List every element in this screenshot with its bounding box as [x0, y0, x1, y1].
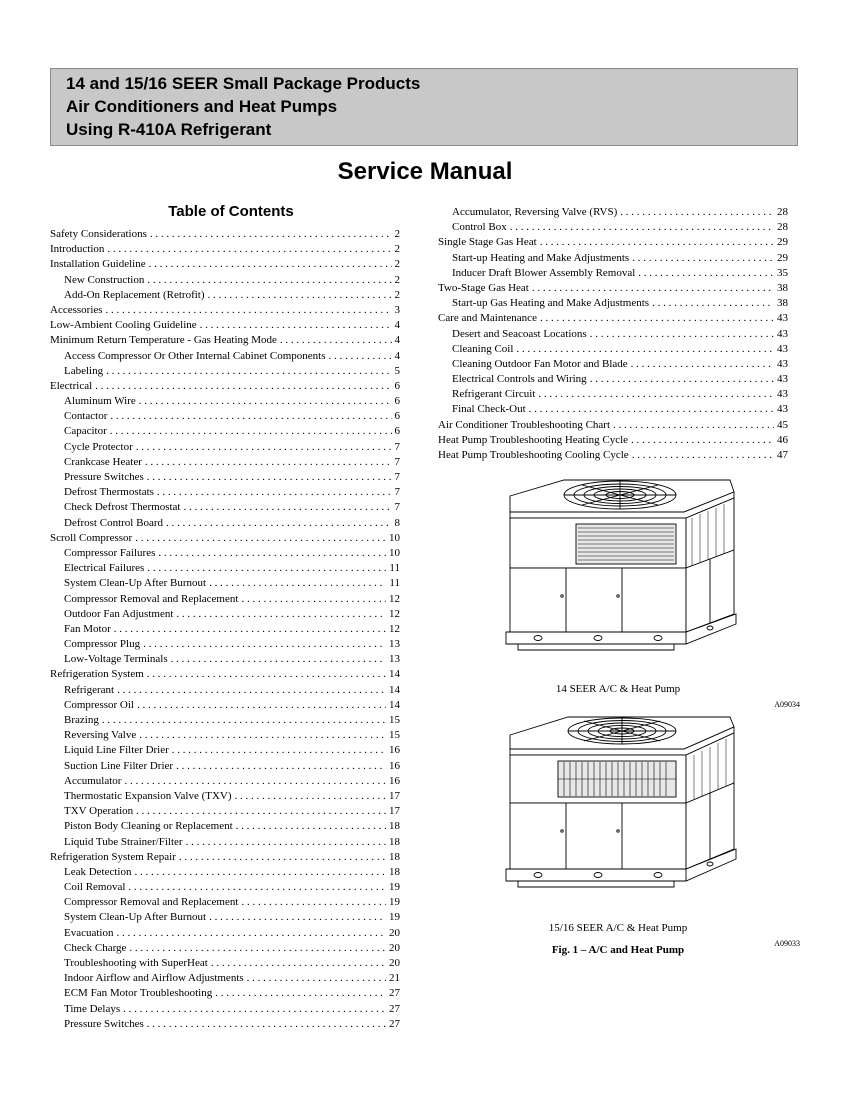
toc-dot-leader — [215, 986, 386, 1001]
toc-entry-title: Refrigerant Circuit — [452, 388, 536, 401]
toc-dot-leader — [631, 357, 774, 372]
toc-dot-leader — [95, 379, 391, 394]
toc-entry-title: Check Defrost Thermostat — [64, 501, 181, 514]
toc-dot-leader — [114, 622, 386, 637]
toc-entry[interactable] — [50, 986, 400, 1001]
toc-dot-leader — [247, 971, 386, 986]
toc-entry-page: 18 — [389, 835, 400, 848]
toc-entry[interactable] — [50, 865, 400, 880]
toc-dot-leader — [135, 865, 387, 880]
toc-entry-page: 7 — [394, 486, 400, 499]
toc-entry-title: System Clean-Up After Burnout — [64, 911, 207, 924]
toc-dot-leader — [179, 850, 386, 865]
toc-entry[interactable] — [438, 205, 788, 220]
toc-entry-title: Suction Line Filter Drier — [64, 759, 174, 772]
toc-entry[interactable] — [50, 835, 400, 850]
toc-entry-page: 6 — [394, 379, 400, 392]
toc-entry-title: Inducer Draft Blower Assembly Removal — [452, 266, 636, 279]
toc-dot-leader — [532, 281, 774, 296]
toc-entry[interactable] — [50, 683, 400, 698]
toc-entry-title: Capacitor — [64, 425, 107, 438]
document-title: Service Manual — [337, 158, 513, 185]
toc-entry[interactable] — [438, 387, 788, 402]
toc-entry-title: Outdoor Fan Adjustment — [64, 607, 174, 620]
unit-14-seer-illustration — [498, 478, 742, 678]
toc-dot-leader — [171, 652, 386, 667]
toc-dot-leader — [613, 418, 774, 433]
toc-entry[interactable] — [50, 379, 400, 394]
toc-entry-title: Electrical Failures — [64, 562, 145, 575]
toc-entry-page: 46 — [777, 433, 788, 446]
toc-dot-leader — [280, 333, 392, 348]
toc-entry[interactable] — [50, 759, 400, 774]
toc-dot-leader — [136, 804, 386, 819]
header-line-1: 14 and 15/16 SEER Small Package Products — [66, 74, 421, 93]
toc-entry-page: 28 — [777, 206, 788, 218]
toc-entry-page: 29 — [777, 251, 788, 264]
toc-entry-page: 4 — [394, 319, 400, 332]
toc-entry-title: Troubleshooting with SuperHeat — [64, 957, 208, 969]
toc-entry[interactable] — [50, 303, 400, 318]
toc-entry-title: Reversing Valve — [64, 729, 137, 742]
toc-dot-leader — [329, 349, 392, 364]
toc-entry-page: 10 — [389, 546, 400, 559]
toc-entry-title: Coil Removal — [64, 881, 126, 894]
toc-entry[interactable] — [50, 273, 400, 288]
toc-entry[interactable] — [50, 910, 400, 925]
toc-entry-page: 18 — [389, 865, 400, 878]
toc-entry[interactable] — [50, 318, 400, 333]
toc-dot-leader — [106, 364, 391, 379]
toc-entry[interactable] — [50, 819, 400, 834]
toc-entry-title: ECM Fan Motor Troubleshooting — [64, 987, 213, 1000]
toc-entry-title: Cleaning Outdoor Fan Motor and Blade — [452, 357, 628, 370]
toc-entry-title: Labeling — [64, 364, 104, 377]
toc-entry-page: 7 — [394, 440, 400, 453]
toc-entry-title: Accumulator, Reversing Valve (RVS) — [452, 206, 618, 218]
toc-entry-title: Accessories — [50, 303, 103, 316]
toc-entry[interactable] — [50, 1002, 400, 1017]
unit-14-seer-code: A09034 — [774, 700, 800, 709]
toc-dot-leader — [139, 728, 386, 743]
toc-dot-leader — [157, 485, 392, 500]
toc-entry-page: 18 — [389, 820, 400, 833]
toc-entry-title: Low-Ambient Cooling Guideline — [50, 319, 197, 332]
header-line-3: Using R-410A Refrigerant — [66, 120, 272, 139]
toc-entry-title: Compressor Removal and Replacement — [64, 592, 239, 605]
toc-entry-page: 43 — [777, 312, 788, 325]
toc-dot-leader — [128, 880, 386, 895]
toc-entry-title: Access Compressor Or Other Internal Cabinet Components — [64, 349, 326, 362]
toc-entry[interactable] — [50, 364, 400, 379]
toc-dot-leader — [631, 433, 774, 448]
toc-dot-leader — [147, 1017, 386, 1032]
toc-dot-leader — [516, 342, 774, 357]
toc-entry-title: Safety Considerations — [50, 228, 147, 240]
toc-entry[interactable] — [50, 394, 400, 409]
toc-entry-page: 5 — [394, 364, 400, 377]
toc-dot-leader — [129, 941, 386, 956]
toc-entry[interactable] — [50, 774, 400, 789]
toc-entry[interactable] — [438, 281, 788, 296]
toc-entry-title: Scroll Compressor — [50, 531, 133, 544]
toc-entry[interactable] — [50, 956, 400, 971]
toc-dot-leader — [147, 667, 386, 682]
toc-entry-title: Compressor Oil — [64, 698, 134, 711]
toc-entry-page: 7 — [394, 471, 400, 483]
toc-entry-title: TXV Operation — [64, 805, 134, 818]
toc-left-column — [50, 227, 400, 1032]
toc-dot-leader — [135, 531, 386, 546]
toc-dot-leader — [208, 288, 392, 303]
toc-entry[interactable] — [50, 926, 400, 941]
toc-entry-title: Installation Guideline — [50, 258, 146, 271]
toc-dot-leader — [211, 956, 386, 971]
toc-entry-page: 12 — [389, 622, 400, 635]
toc-entry-page: 16 — [389, 759, 400, 772]
toc-entry-page: 14 — [389, 683, 400, 696]
toc-dot-leader — [186, 835, 386, 850]
toc-entry-title: Cleaning Coil — [452, 342, 514, 355]
toc-entry-title: Electrical Controls and Wiring — [452, 373, 587, 386]
toc-entry[interactable] — [50, 850, 400, 865]
toc-dot-leader — [176, 759, 386, 774]
toc-entry-title: System Clean-Up After Burnout — [64, 577, 207, 590]
toc-dot-leader — [145, 455, 392, 470]
toc-entry[interactable] — [50, 880, 400, 895]
toc-entry[interactable] — [50, 470, 400, 485]
toc-entry-page: 27 — [389, 1002, 400, 1015]
toc-entry[interactable] — [50, 485, 400, 500]
toc-entry-title: Pressure Switches — [64, 1017, 144, 1030]
toc-entry-title: Indoor Airflow and Airflow Adjustments — [64, 972, 244, 985]
toc-entry-title: Crankcase Heater — [64, 455, 142, 468]
toc-dot-leader — [107, 242, 391, 257]
toc-entry-page: 28 — [777, 221, 788, 234]
toc-entry[interactable] — [50, 500, 400, 515]
toc-entry-page: 47 — [777, 449, 788, 461]
toc-dot-leader — [110, 409, 391, 424]
toc-entry[interactable] — [50, 531, 400, 546]
toc-dot-leader — [590, 372, 774, 387]
toc-entry-page: 15 — [389, 714, 400, 726]
toc-entry-page: 7 — [394, 455, 400, 468]
toc-entry[interactable] — [438, 342, 788, 357]
toc-dot-leader — [184, 500, 392, 515]
toc-entry-title: Electrical — [50, 379, 93, 392]
toc-entry-title: Contactor — [64, 410, 108, 423]
toc-entry-page: 20 — [389, 957, 400, 969]
toc-entry-page: 14 — [389, 668, 400, 681]
toc-dot-leader — [137, 698, 386, 713]
toc-entry[interactable] — [50, 576, 400, 591]
toc-dot-leader — [158, 546, 386, 561]
toc-entry[interactable] — [50, 607, 400, 622]
toc-entry-title: Add-On Replacement (Retrofit) — [64, 288, 205, 301]
toc-dot-leader — [117, 683, 386, 698]
toc-entry-page: 17 — [389, 805, 400, 818]
toc-entry-page: 2 — [394, 288, 400, 301]
toc-entry-page: 29 — [777, 236, 788, 249]
toc-entry-page: 18 — [389, 850, 400, 863]
toc-dot-leader — [143, 637, 386, 652]
toc-entry-page: 27 — [389, 987, 400, 1000]
toc-entry-title: Final Check-Out — [452, 403, 526, 416]
toc-dot-leader — [540, 235, 774, 250]
toc-dot-leader — [139, 394, 392, 409]
toc-entry[interactable] — [438, 327, 788, 342]
toc-dot-leader — [209, 576, 386, 591]
toc-entry[interactable] — [50, 561, 400, 576]
toc-entry[interactable] — [50, 288, 400, 303]
toc-entry-page: 35 — [777, 266, 788, 279]
toc-entry[interactable] — [50, 333, 400, 348]
toc-entry-page: 43 — [777, 388, 788, 401]
toc-dot-leader — [540, 311, 774, 326]
toc-entry[interactable] — [50, 1017, 400, 1032]
toc-dot-leader — [209, 910, 386, 925]
toc-entry-title: Air Conditioner Troubleshooting Chart — [438, 418, 611, 431]
toc-entry-page: 27 — [389, 1017, 400, 1030]
toc-entry-page: 2 — [394, 243, 400, 256]
toc-entry-title: Piston Body Cleaning or Replacement — [64, 820, 233, 833]
toc-entry[interactable] — [50, 257, 400, 272]
toc-entry[interactable] — [438, 448, 788, 463]
toc-entry-page: 3 — [394, 303, 400, 316]
toc-dot-leader — [124, 774, 386, 789]
toc-entry[interactable] — [50, 743, 400, 758]
toc-entry-page: 6 — [394, 410, 400, 423]
toc-dot-leader — [236, 819, 386, 834]
toc-entry-title: Pressure Switches — [64, 471, 144, 483]
toc-entry-title: Defrost Thermostats — [64, 486, 154, 499]
toc-entry-title: Brazing — [64, 714, 99, 726]
toc-dot-leader — [632, 251, 774, 266]
unit-15-16-seer-caption: 15/16 SEER A/C & Heat Pump — [548, 922, 688, 934]
toc-entry-page: 43 — [777, 373, 788, 386]
toc-dot-leader — [632, 448, 774, 463]
toc-dot-leader — [136, 440, 392, 455]
toc-entry[interactable] — [438, 220, 788, 235]
toc-dot-leader — [149, 257, 392, 272]
toc-dot-leader — [150, 227, 392, 242]
toc-entry-title: Two-Stage Gas Heat — [438, 281, 529, 294]
toc-entry[interactable] — [50, 455, 400, 470]
toc-entry[interactable] — [50, 728, 400, 743]
toc-entry-page: 16 — [389, 744, 400, 757]
toc-dot-leader — [620, 205, 774, 220]
toc-entry-title: Start-up Heating and Make Adjustments — [452, 251, 630, 264]
toc-entry-page: 13 — [389, 653, 400, 666]
toc-dot-leader — [241, 895, 386, 910]
header-banner — [50, 68, 798, 146]
toc-dot-leader — [652, 296, 774, 311]
toc-entry-page: 43 — [777, 403, 788, 416]
toc-entry-title: Refrigeration System — [50, 668, 144, 681]
toc-entry[interactable] — [438, 433, 788, 448]
toc-entry-title: Single Stage Gas Heat — [438, 236, 537, 249]
toc-dot-leader — [166, 516, 392, 531]
toc-entry-page: 6 — [394, 425, 400, 438]
toc-entry[interactable] — [50, 971, 400, 986]
toc-entry-title: Compressor Removal and Replacement — [64, 896, 239, 909]
toc-entry-page: 11 — [389, 562, 400, 575]
toc-entry-title: Desert and Seacoast Locations — [452, 327, 587, 340]
unit-14-seer-caption: 14 SEER A/C & Heat Pump — [555, 683, 681, 695]
toc-entry[interactable] — [50, 227, 400, 242]
toc-entry[interactable] — [50, 242, 400, 257]
toc-entry-page: 15 — [389, 729, 400, 742]
toc-entry[interactable] — [50, 424, 400, 439]
toc-entry[interactable] — [50, 895, 400, 910]
toc-entry[interactable] — [50, 698, 400, 713]
toc-entry-title: Defrost Control Board — [64, 516, 163, 529]
toc-entry-title: Thermostatic Expansion Valve (TXV) — [64, 789, 232, 802]
toc-dot-leader — [235, 789, 386, 804]
toc-dot-leader — [590, 327, 774, 342]
toc-entry-page: 8 — [394, 516, 400, 529]
figure-title: Fig. 1 – A/C and Heat Pump — [551, 944, 685, 956]
toc-entry-page: 17 — [389, 789, 400, 802]
toc-entry[interactable] — [50, 804, 400, 819]
toc-entry-page: 10 — [389, 531, 400, 544]
toc-entry-page: 2 — [394, 228, 400, 240]
toc-dot-leader — [529, 402, 774, 417]
toc-entry[interactable] — [438, 235, 788, 250]
toc-dot-leader — [172, 743, 386, 758]
toc-entry-page: 12 — [389, 607, 400, 620]
toc-entry-title: Care and Maintenance — [438, 312, 537, 325]
toc-entry-title: Minimum Return Temperature - Gas Heating Mode — [50, 334, 277, 347]
toc-entry-page: 19 — [389, 881, 400, 894]
toc-entry[interactable] — [50, 349, 400, 364]
toc-entry-title: Heat Pump Troubleshooting Heating Cycle — [438, 433, 629, 446]
toc-entry-title: Check Charge — [64, 941, 127, 954]
toc-entry[interactable] — [438, 311, 788, 326]
toc-entry-page: 2 — [394, 258, 400, 271]
toc-entry[interactable] — [50, 652, 400, 667]
toc-heading: Table of Contents — [168, 203, 294, 220]
unit-15-16-seer-code: A09033 — [774, 939, 800, 948]
toc-entry-page: 7 — [394, 501, 400, 514]
toc-entry-page: 6 — [394, 395, 400, 408]
toc-entry[interactable] — [50, 637, 400, 652]
toc-entry[interactable] — [50, 516, 400, 531]
toc-entry[interactable] — [438, 357, 788, 372]
toc-entry-title: Aluminum Wire — [64, 395, 136, 408]
toc-dot-leader — [102, 713, 386, 728]
toc-entry-page: 43 — [777, 357, 788, 370]
toc-entry-page: 38 — [777, 297, 788, 310]
toc-entry[interactable] — [50, 713, 400, 728]
toc-entry-page: 19 — [389, 896, 400, 909]
toc-right-column — [438, 205, 788, 463]
toc-entry[interactable] — [438, 251, 788, 266]
toc-entry-page: 12 — [389, 592, 400, 605]
toc-entry-title: Evacuation — [64, 926, 114, 939]
toc-entry[interactable] — [438, 372, 788, 387]
toc-entry[interactable] — [50, 941, 400, 956]
toc-entry-title: Compressor Plug — [64, 638, 141, 651]
toc-entry-title: Liquid Tube Strainer/Filter — [64, 835, 183, 848]
toc-entry-page: 4 — [394, 334, 400, 347]
toc-entry[interactable] — [50, 789, 400, 804]
toc-entry-title: Cycle Protector — [64, 440, 133, 453]
toc-dot-leader — [638, 266, 774, 281]
toc-entry[interactable] — [438, 296, 788, 311]
toc-entry-title: Heat Pump Troubleshooting Cooling Cycle — [438, 449, 629, 461]
unit-15-16-seer-illustration — [498, 715, 742, 915]
header-line-2: Air Conditioners and Heat Pumps — [66, 97, 338, 116]
toc-dot-leader — [106, 303, 392, 318]
toc-entry[interactable] — [50, 667, 400, 682]
toc-entry-page: 38 — [777, 281, 788, 294]
toc-dot-leader — [510, 220, 774, 235]
toc-entry-page: 4 — [394, 349, 400, 362]
toc-entry-title: Accumulator — [64, 774, 122, 787]
toc-entry[interactable] — [438, 402, 788, 417]
toc-entry[interactable] — [438, 266, 788, 281]
toc-entry[interactable] — [50, 440, 400, 455]
toc-entry-page: 19 — [389, 911, 400, 924]
toc-entry[interactable] — [50, 622, 400, 637]
toc-dot-leader — [241, 592, 386, 607]
toc-entry-title: Refrigerant — [64, 683, 115, 696]
toc-dot-leader — [147, 561, 386, 576]
toc-entry-title: Compressor Failures — [64, 546, 156, 559]
toc-entry-page: 16 — [389, 774, 400, 787]
toc-entry-page: 14 — [389, 698, 400, 711]
toc-entry-page: 11 — [389, 577, 400, 590]
toc-entry-page: 13 — [389, 638, 400, 651]
toc-dot-leader — [538, 387, 774, 402]
toc-entry-title: Introduction — [50, 243, 105, 256]
toc-dot-leader — [176, 607, 386, 622]
toc-entry-title: Refrigeration System Repair — [50, 850, 176, 863]
toc-entry-page: 2 — [394, 273, 400, 286]
toc-entry-page: 20 — [389, 926, 400, 939]
toc-entry-page: 20 — [389, 941, 400, 954]
toc-entry-title: Liquid Line Filter Drier — [64, 744, 169, 757]
toc-dot-leader — [116, 926, 386, 941]
toc-entry-page: 43 — [777, 342, 788, 355]
toc-entry-title: Start-up Gas Heating and Make Adjustments — [452, 297, 650, 310]
toc-dot-leader — [147, 273, 391, 288]
toc-dot-leader — [110, 424, 392, 439]
toc-entry[interactable] — [50, 592, 400, 607]
toc-entry-title: New Construction — [64, 273, 145, 286]
toc-entry-title: Fan Motor — [64, 622, 111, 635]
toc-entry-title: Time Delays — [64, 1002, 121, 1015]
toc-dot-leader — [123, 1002, 386, 1017]
toc-entry-title: Control Box — [452, 221, 507, 234]
toc-entry-title: Low-Voltage Terminals — [64, 653, 168, 666]
toc-entry-page: 43 — [777, 327, 788, 340]
toc-entry-title: Leak Detection — [64, 865, 132, 878]
toc-dot-leader — [147, 470, 392, 485]
toc-entry-page: 21 — [389, 972, 400, 985]
toc-entry[interactable] — [50, 409, 400, 424]
toc-dot-leader — [200, 318, 392, 333]
toc-entry[interactable] — [50, 546, 400, 561]
toc-entry[interactable] — [438, 418, 788, 433]
toc-entry-page: 45 — [777, 418, 788, 431]
